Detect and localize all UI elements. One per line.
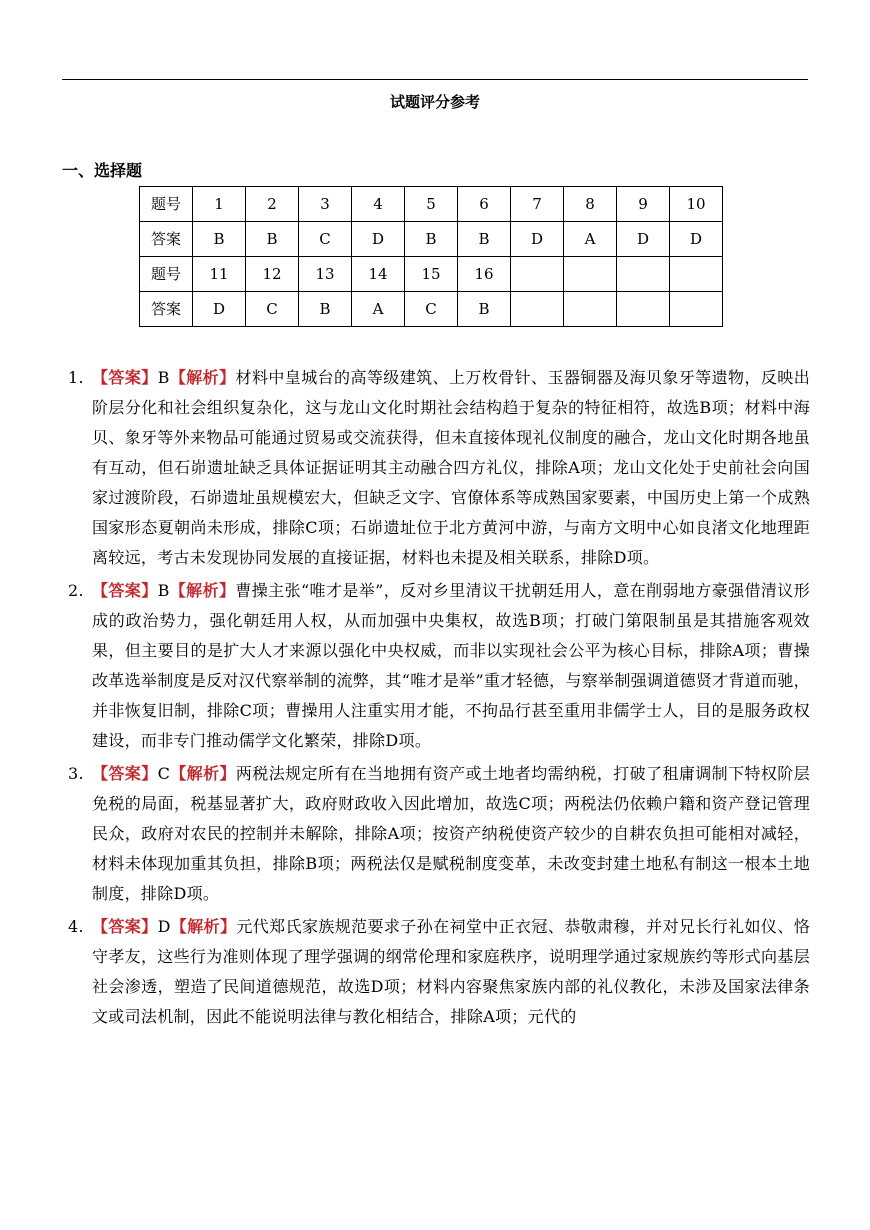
table-row (140, 187, 723, 222)
table-row-header: 题号 (140, 187, 193, 222)
table-cell: D (511, 222, 564, 257)
analysis-tag: 【解析】 (170, 917, 237, 936)
analysis-tag: 【解析】 (169, 581, 236, 600)
item-number: 1. (68, 368, 84, 387)
table-row (140, 257, 723, 292)
table-cell: B (458, 222, 511, 257)
table-cell: B (405, 222, 458, 257)
table-cell: D (670, 222, 723, 257)
answer-tag: 【答案】 (92, 917, 158, 936)
analysis-text: 曹操主张“唯才是举”，反对乡里清议干扰朝廷用人，意在削弱地方豪强借清议形成的政治势力，强化朝廷用人权，从而加强中央集权，故选B项；打破门第限制虽是其措施客观效果，但主要目的是扩大人才来源以强化中央权威，而非以实现社会公平为核心目标，排除A项；曹操改革选举制度是反对汉代察举制的流弊，其“唯才是举”重才轻德，与察举制强调道德贤才背道而驰，并非恢复旧制，排除C项；曹操用人注重实用才能，不拘品行甚至重用非儒学士人，目的是服务政权建设，而非专门推动儒学文化繁荣，排除D项。 (92, 581, 811, 750)
table-row-header: 题号 (140, 257, 193, 292)
table-cell: C (299, 222, 352, 257)
table-cell: 2 (246, 187, 299, 222)
table-cell: B (193, 222, 246, 257)
answer-tag: 【答案】 (92, 368, 158, 387)
table-cell: 4 (352, 187, 405, 222)
list-item (68, 759, 810, 909)
header-rule (62, 79, 808, 80)
table-cell: 9 (617, 187, 670, 222)
answer-letter: B (157, 581, 170, 600)
table-cell: C (405, 292, 458, 327)
list-item (68, 576, 810, 756)
analysis-tag: 【解析】 (170, 764, 236, 783)
table-cell: D (617, 222, 670, 257)
item-number: 3. (68, 764, 84, 783)
table-cell (511, 292, 564, 327)
analysis-tag: 【解析】 (169, 368, 236, 387)
table-cell: A (352, 292, 405, 327)
table-cell: 10 (670, 187, 723, 222)
table-cell: C (246, 292, 299, 327)
table-cell (564, 292, 617, 327)
answer-tag: 【答案】 (92, 581, 158, 600)
table-cell: 8 (564, 187, 617, 222)
analysis-text: 材料中皇城台的高等级建筑、上万枚骨针、玉器铜器及海贝象牙等遗物，反映出阶层分化和社会组织复杂化，这与龙山文化时期社会结构趋于复杂的特征相符，故选B项；材料中海贝、象牙等外来物品可能通过贸易或交流获得，但未直接体现礼仪制度的融合，龙山文化时期各地虽有互动，但石峁遗址缺乏具体证据证明其主动融合四方礼仪，排除A项；龙山文化处于史前社会向国家过渡阶段，石峁遗址虽规模宏大，但缺乏文字、官僚体系等成熟国家要素，中国历史上第一个成熟国家形态夏朝尚未形成，排除C项；石峁遗址位于北方黄河中游，与南方文明中心如良渚文化地理距离较远，考古未发现协同发展的直接证据，材料也未提及相关联系，排除D项。 (92, 368, 810, 567)
page-title: 试题评分参考 (389, 93, 480, 111)
table-cell (617, 257, 670, 292)
answer-table (139, 186, 723, 327)
table-row (140, 222, 723, 257)
answer-letter: B (157, 368, 170, 387)
table-cell: D (193, 292, 246, 327)
table-row (140, 292, 723, 327)
answer-tag: 【答案】 (92, 764, 158, 783)
table-cell: 6 (458, 187, 511, 222)
table-row-header: 答案 (140, 222, 193, 257)
analysis-text: 两税法规定所有在当地拥有资产或土地者均需纳税，打破了租庸调制下特权阶层免税的局面，税基显著扩大，政府财政收入因此增加，故选C项；两税法仍依赖户籍和资产登记管理民众，政府对农民的控制并未解除，排除A项；按资产纳税使资产较少的自耕农负担可能相对减轻，材料未体现加重其负担，排除B项；两税法仅是赋税制度变革，未改变封建土地私有制这一根本土地制度，排除D项。 (92, 764, 810, 903)
table-cell: D (352, 222, 405, 257)
table-cell: 3 (299, 187, 352, 222)
section-heading: 一、选择题 (62, 161, 143, 180)
table-cell (511, 257, 564, 292)
table-cell: 11 (193, 257, 246, 292)
table-row-header: 答案 (140, 292, 193, 327)
analysis-list (68, 363, 810, 1035)
table-cell: 13 (299, 257, 352, 292)
table-cell: B (246, 222, 299, 257)
table-cell (564, 257, 617, 292)
list-item (68, 912, 810, 1032)
table-cell: B (299, 292, 352, 327)
table-cell: 16 (458, 257, 511, 292)
table-cell: B (458, 292, 511, 327)
table-cell: A (564, 222, 617, 257)
item-number: 2. (68, 581, 84, 600)
table-cell: 1 (193, 187, 246, 222)
table-cell: 15 (405, 257, 458, 292)
table-cell (670, 292, 723, 327)
table-cell (617, 292, 670, 327)
table-cell: 7 (511, 187, 564, 222)
table-cell: 12 (246, 257, 299, 292)
answer-letter: D (157, 917, 171, 936)
analysis-text: 元代郑氏家族规范要求子孙在祠堂中正衣冠、恭敬肃穆，并对兄长行礼如仪、恪守孝友，这些行为准则体现了理学强调的纲常伦理和家庭秩序，说明理学通过家规族约等形式向基层社会渗透，塑造了民间道德规范，故选D项；材料内容聚焦家族内部的礼仪教化，未涉及国家法律条文或司法机制，因此不能说明法律与教化相结合，排除A项；元代的 (92, 917, 811, 1026)
table-cell: 14 (352, 257, 405, 292)
list-item (68, 363, 810, 573)
item-number: 4. (68, 917, 84, 936)
table-cell: 5 (405, 187, 458, 222)
answer-letter: C (157, 764, 171, 783)
table-cell (670, 257, 723, 292)
